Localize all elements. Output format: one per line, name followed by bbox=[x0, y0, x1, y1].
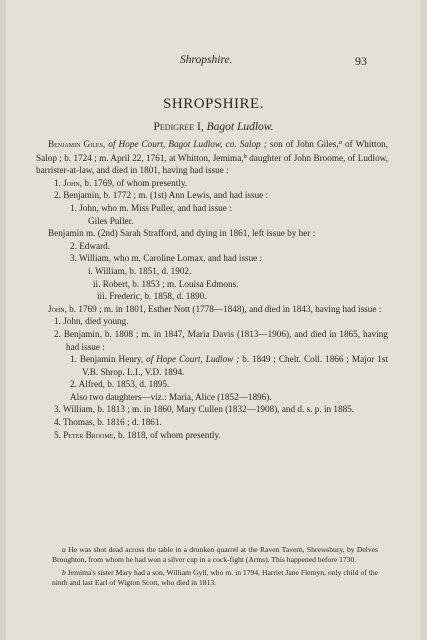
issue-text: b. 1769, of whom presently. bbox=[84, 177, 188, 188]
footnote-ref-a[interactable]: a bbox=[338, 139, 342, 146]
issue-text: b. 1772 ; m. (1st) Ann Lewis, and had issue : bbox=[103, 190, 269, 201]
entry-name: Benjamin Giles, bbox=[48, 139, 106, 149]
footnote-text: He was shot dead across the table in a drunken quarrel at the Raven Tavern, Shrewsbury, by Delves Broughton, from whom he had won a silver cup in a cock-fight (Arms). This happened before 1730. bbox=[52, 545, 378, 564]
issue-item: 2. Benjamin, b. 1808 ; m. in 1847, Maria Davis (1813—1906), and died in 1865, having had issue : bbox=[54, 328, 388, 352]
grandchild-item bbox=[36, 353, 388, 378]
book-page bbox=[6, 0, 421, 640]
running-title: Shropshire. bbox=[180, 54, 233, 66]
issue-number: 1. bbox=[54, 177, 61, 188]
issue-item: 1. John, died young. bbox=[54, 316, 129, 327]
entry-benjamin-giles bbox=[36, 137, 388, 177]
grandchild-item: i. William, b. 1851, d. 1902. bbox=[88, 265, 192, 276]
grandchild-name: 1. Benjamin Henry, bbox=[70, 354, 144, 365]
issue-number: 5. bbox=[54, 429, 61, 440]
entry-name: John, bbox=[48, 303, 67, 314]
pedigree-name: Bagot Ludlow. bbox=[206, 121, 274, 133]
page-number: 93 bbox=[355, 54, 367, 68]
issue-name: Peter Broome, bbox=[63, 429, 116, 440]
entry-text: daughter of John Broome, of Ludlow, barrister-at-law, and died in 1801, having had issue : bbox=[36, 152, 389, 176]
footnote-mark: a bbox=[62, 545, 66, 554]
footnotes bbox=[52, 545, 378, 591]
second-marriage-line: Benjamin m. (2nd) Sarah Strafford, and dying in 1861, left issue by her : bbox=[48, 228, 316, 239]
issue-item bbox=[36, 189, 388, 202]
footnote-b bbox=[52, 568, 378, 588]
issue-item: 3. William, b. 1813 ; m. in 1860, Mary Cullen (1832—1908), and d. s. p. in 1885. bbox=[54, 404, 355, 415]
footnote-ref-b[interactable]: b bbox=[243, 152, 247, 160]
running-header bbox=[6, 54, 421, 70]
grandchild-item: 2. Alfred, b. 1853, d. 1895. bbox=[70, 379, 170, 390]
page-title: SHROPSHIRE. bbox=[163, 96, 264, 112]
issue-item: 4. Thomas, b. 1816 ; d. 1861. bbox=[54, 417, 162, 428]
issue-item bbox=[36, 429, 388, 442]
issue-item: 2. Edward. bbox=[70, 240, 111, 251]
entry-john bbox=[36, 303, 388, 316]
entry-text: b. 1769 ; m. in 1801, Esther Nott (1778—1848), and died in 1843, having had issue : bbox=[69, 303, 382, 314]
issue-text: b. 1818, of whom presently. bbox=[117, 429, 221, 440]
issue-name: John, bbox=[63, 177, 83, 188]
grandchild-item: iii. Frederic, b. 1858, d. 1890. bbox=[97, 291, 207, 302]
issue-item: 3. William, who m. Caroline Lomax, and had issue : bbox=[70, 253, 263, 264]
entry-residence: of Hope Court, Bagot Ludlow, co. Salop ; bbox=[108, 139, 267, 149]
pedigree-label: Pedigree I, bbox=[153, 121, 204, 133]
grandchild-item: 1. John, who m. Miss Puller, and had issue : bbox=[70, 202, 232, 213]
entry-text: son of John Giles, bbox=[269, 139, 339, 149]
issue-number: 2. bbox=[54, 190, 61, 201]
entry-text: of Whitton, Salop ; b. 1724 ; m. April 22, 1761, at Whitton, Jemima, bbox=[36, 139, 389, 163]
footnote-mark: b bbox=[62, 568, 66, 577]
grandchild-item: ii. Robert, b. 1853 ; m. Louisa Edmons. bbox=[93, 278, 239, 289]
issue-name: Benjamin, bbox=[63, 190, 102, 201]
pedigree-body bbox=[36, 137, 388, 441]
issue-item bbox=[36, 177, 388, 190]
pedigree-subtitle bbox=[6, 121, 421, 133]
great-grandchild-item: Giles Puller. bbox=[88, 215, 134, 226]
footnote-text: Jemima's sister Mary had a son, William Gyll, who m. in 1794, Harriet Jane Flemyn, only child of the ninth and last Earl of Wigton Scott, who died in 1813. bbox=[52, 568, 378, 587]
daughters-line: Also two daughters—viz.: Maria, Alice (1852—1896). bbox=[70, 391, 272, 402]
grandchild-text: b. 1849 ; Chelt. Coll. 1866 ; Major 1st V.B. Shrop. L.I., V.D. 1894. bbox=[82, 354, 389, 377]
footnote-a bbox=[52, 545, 378, 565]
grandchild-residence: of Hope Court, Ludlow ; bbox=[146, 354, 240, 365]
